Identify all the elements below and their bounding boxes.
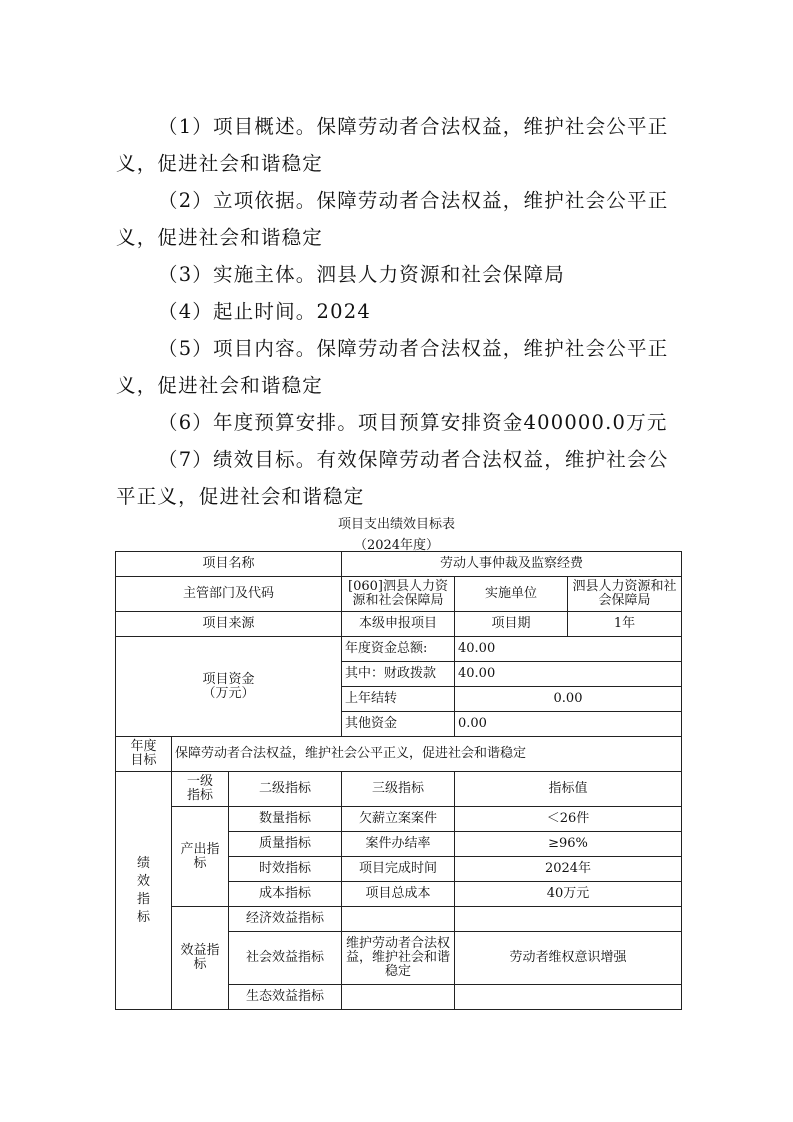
header-level3: 三级指标	[342, 772, 455, 807]
benefit-value: 劳动者维权意识增强	[455, 932, 682, 985]
output-level3: 项目总成本	[342, 882, 455, 907]
output-indicators-label: 产出指 标	[172, 807, 229, 907]
paragraph-basis: （2）立项依据。保障劳动者合法权益，维护社会公平正义，促进社会和谐稳定	[116, 189, 669, 249]
output-level3: 欠薪立案案件	[342, 807, 455, 832]
funds-label: 项目资金 （万元）	[116, 637, 342, 737]
dept-value: [060]泗县人力资源和社会保障局	[342, 577, 455, 612]
paragraph-overview: （1）项目概述。保障劳动者合法权益，维护社会公平正义，促进社会和谐稳定	[116, 115, 669, 175]
dept-label: 主管部门及代码	[116, 577, 342, 612]
output-level2: 时效指标	[229, 857, 342, 882]
paragraph-budget: （6）年度预算安排。项目预算安排资金400000.0万元	[158, 411, 668, 434]
annual-goal-label: 年度 目标	[116, 737, 172, 772]
header-level2: 二级指标	[229, 772, 342, 807]
output-value: ≥96%	[455, 832, 682, 857]
output-level3: 案件办结率	[342, 832, 455, 857]
benefit-value	[455, 985, 682, 1010]
table-title: 项目支出绩效目标表	[337, 517, 455, 532]
output-level2: 数量指标	[229, 807, 342, 832]
benefit-indicators-label: 效益指 标	[172, 907, 229, 1010]
impl-value: 泗县人力资源和社会保障局	[568, 577, 682, 612]
output-value: 2024年	[455, 857, 682, 882]
table-row	[116, 552, 682, 577]
benefit-level3	[342, 907, 455, 932]
table-row	[116, 577, 682, 612]
paragraph-goal: （7）绩效目标。有效保障劳动者合法权益，维护社会公平正义，促进社会和谐稳定	[116, 448, 669, 508]
funds-total-label: 年度资金总额:	[342, 637, 455, 662]
funds-fiscal-label: 其中：财政拨款	[342, 662, 455, 687]
indicators-label: 绩 效 指 标	[116, 772, 172, 1010]
paragraph-entity: （3）实施主体。泗县人力资源和社会保障局	[158, 263, 565, 286]
project-name-label: 项目名称	[116, 552, 342, 577]
table-row	[116, 637, 682, 662]
output-level3: 项目完成时间	[342, 857, 455, 882]
header-value: 指标值	[455, 772, 682, 807]
table-row	[116, 907, 682, 932]
funds-carryover-label: 上年结转	[342, 687, 455, 712]
period-label: 项目期	[455, 612, 568, 637]
table-row	[116, 772, 682, 807]
paragraph-content: （5）项目内容。保障劳动者合法权益，维护社会公平正义，促进社会和谐稳定	[116, 337, 669, 397]
output-value: 40万元	[455, 882, 682, 907]
source-value: 本级申报项目	[342, 612, 455, 637]
impl-label: 实施单位	[455, 577, 568, 612]
benefit-value	[455, 907, 682, 932]
benefit-level3	[342, 985, 455, 1010]
performance-goal-table	[115, 551, 682, 1010]
table-row	[116, 737, 682, 772]
project-description	[116, 108, 686, 515]
funds-other-value: 0.00	[455, 712, 682, 737]
funds-fiscal-value: 40.00	[455, 662, 682, 687]
funds-carryover-value: 0.00	[455, 687, 682, 712]
annual-goal-value: 保障劳动者合法权益，维护社会公平正义，促进社会和谐稳定	[172, 737, 682, 772]
project-name-value: 劳动人事仲裁及监察经费	[342, 552, 682, 577]
benefit-level2: 社会效益指标	[229, 932, 342, 985]
paragraph-period: （4）起止时间。2024	[158, 300, 371, 323]
source-label: 项目来源	[116, 612, 342, 637]
period-value: 1年	[568, 612, 682, 637]
funds-total-value: 40.00	[455, 637, 682, 662]
header-level1: 一级 指标	[172, 772, 229, 807]
table-row	[116, 807, 682, 832]
benefit-level2: 生态效益指标	[229, 985, 342, 1010]
output-level2: 成本指标	[229, 882, 342, 907]
output-value: ＜26件	[455, 807, 682, 832]
funds-other-label: 其他资金	[342, 712, 455, 737]
table-row	[116, 612, 682, 637]
benefit-level2: 经济效益指标	[229, 907, 342, 932]
table-year: （2024年度）	[353, 538, 440, 553]
output-level2: 质量指标	[229, 832, 342, 857]
benefit-level3: 维护劳动者合法权益，维护社会和谐稳定	[342, 932, 455, 985]
